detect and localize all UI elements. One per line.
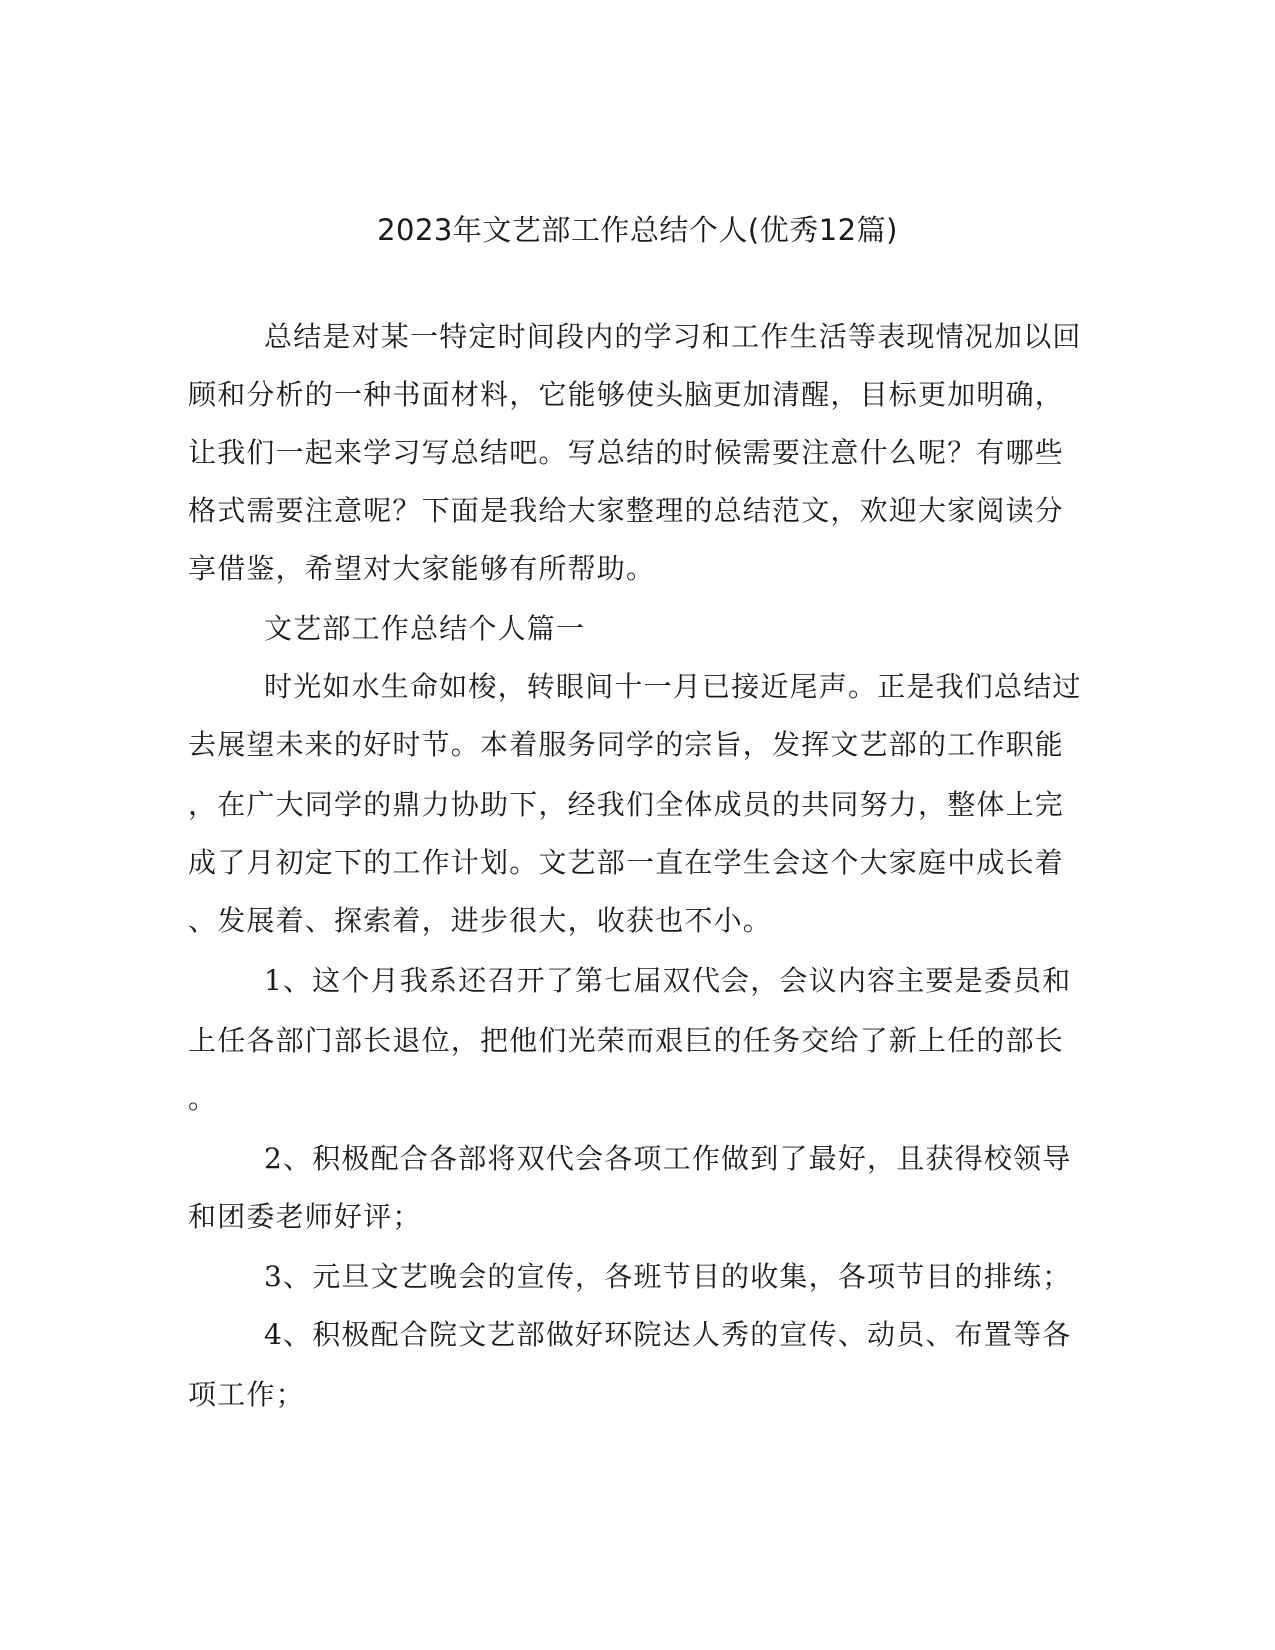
paragraph-line: 让我们一起来学习写总结吧。写总结的时候需要注意什么呢？有哪些 xyxy=(188,436,1065,469)
list-item-line: 2、积极配合各部将双代会各项工作做到了最好，且获得校领导 xyxy=(264,1142,1072,1175)
paragraph-line: 格式需要注意呢？下面是我给大家整理的总结范文，欢迎大家阅读分 xyxy=(188,494,1065,527)
list-item-line: 1、这个月我系还召开了第七届双代会，会议内容主要是委员和 xyxy=(264,964,1072,997)
paragraph-line: 成了月初定下的工作计划。文艺部一直在学生会这个大家庭中成长着 xyxy=(188,846,1065,879)
paragraph-line: 去展望未来的好时节。本着服务同学的宗旨，发挥文艺部的工作职能 xyxy=(188,728,1065,761)
list-item-line: 4、积极配合院文艺部做好环院达人秀的宣传、动员、布置等各 xyxy=(264,1318,1072,1351)
paragraph-line: 享借鉴，希望对大家能够有所帮助。 xyxy=(188,552,656,585)
paragraph-line: 、发展着、探索着，进步很大，收获也不小。 xyxy=(188,904,773,937)
paragraph-line: 时光如水生命如梭，转眼间十一月已接近尾声。正是我们总结过 xyxy=(264,670,1082,703)
list-item-line: 上任各部门部长退位，把他们光荣而艰巨的任务交给了新上任的部长 xyxy=(188,1024,1065,1057)
document-title: 2023年文艺部工作总结个人(优秀12篇) xyxy=(377,213,898,247)
list-item-line: 项工作； xyxy=(188,1378,305,1411)
list-item-line: 3、元旦文艺晚会的宣传，各班节目的收集，各项节目的排练； xyxy=(264,1260,1072,1293)
paragraph-line: 顾和分析的一种书面材料，它能够使头脑更加清醒，目标更加明确， xyxy=(188,378,1065,411)
section-heading: 文艺部工作总结个人篇一 xyxy=(264,612,586,645)
paragraph-line: 总结是对某一特定时间段内的学习和工作生活等表现情况加以回 xyxy=(264,320,1082,353)
list-item-line: 。 xyxy=(188,1082,218,1115)
list-item-line: 和团委老师好评； xyxy=(188,1200,422,1233)
paragraph-line: ，在广大同学的鼎力协助下，经我们全体成员的共同努力，整体上完 xyxy=(188,788,1065,821)
